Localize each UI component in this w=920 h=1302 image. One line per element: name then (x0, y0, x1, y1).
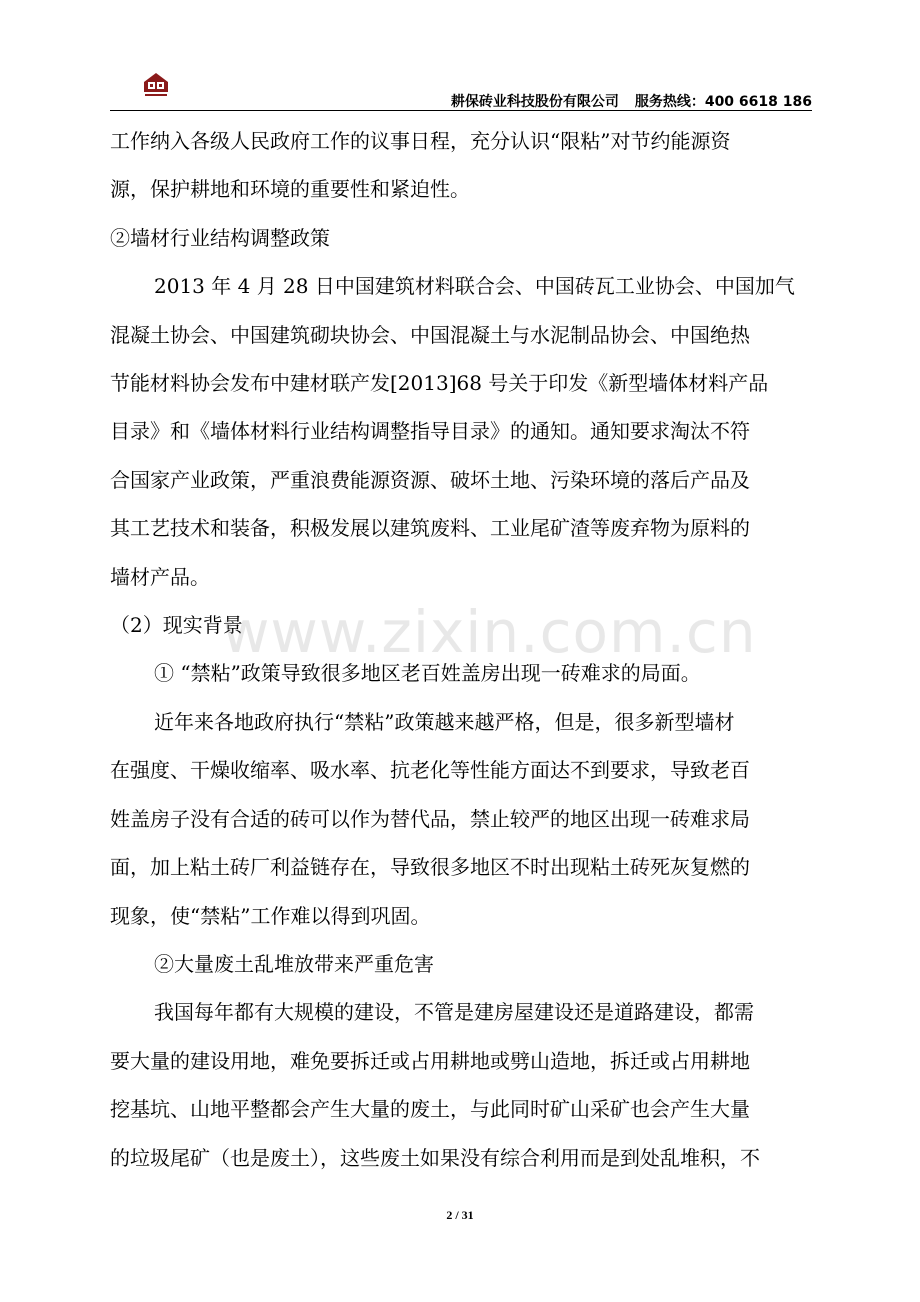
body-line: 要大量的建设用地，难免要拆迁或占用耕地或劈山造地，拆迁或占用耕地 (110, 1048, 750, 1073)
body-line: 近年来各地政府执行“禁粘”政策越来越严格，但是，很多新型墙材 (154, 709, 735, 734)
section-heading: ②大量废土乱堆放带来严重危害 (154, 951, 434, 976)
body-line: 我国每年都有大规模的建设，不管是建房屋建设还是道路建设，都需 (154, 1000, 754, 1025)
body-line: 节能材料协会发布中建材联产发[2013]68 号关于印发《新型墙体材料产品 (110, 371, 769, 396)
body-line: 面，加上粘土砖厂利益链存在，导致很多地区不时出现粘土砖死灰复燃的 (110, 855, 750, 880)
body-line: 混凝土协会、中国建筑砌块协会、中国混凝土与水泥制品协会、中国绝热 (110, 322, 750, 347)
body-line: 墙材产品。 (110, 564, 210, 589)
body-line: 2013 年 4 月 28 日中国建筑材料联合会、中国砖瓦工业协会、中国加气 (154, 274, 795, 299)
body-line: 的垃圾尾矿（也是废土），这些废土如果没有综合利用而是到处乱堆积，不 (110, 1145, 760, 1170)
header-company-name: 耕保砖业科技股份有限公司 (450, 94, 619, 110)
section-heading: ① “禁粘”政策导致很多地区老百姓盖房出现一砖难求的局面。 (154, 661, 701, 686)
header-hotline-number: 400 6618 186 (704, 94, 812, 110)
company-logo-icon (141, 70, 171, 100)
body-line: 现象，使“禁粘”工作难以得到巩固。 (110, 903, 431, 928)
body-line: 挖基坑、山地平整都会产生大量的废土，与此同时矿山采矿也会产生大量 (110, 1097, 750, 1122)
header-hotline-label: 服务热线： (634, 94, 705, 110)
page-number: 2 / 31 (446, 1208, 474, 1222)
body-line: 在强度、干燥收缩率、吸水率、抗老化等性能方面达不到要求，导致老百 (110, 758, 750, 783)
body-line: 源，保护耕地和环境的重要性和紧迫性。 (110, 177, 470, 202)
body-line: 工作纳入各级人民政府工作的议事日程，充分认识“限粘”对节约能源资 (110, 129, 731, 153)
header-divider (110, 110, 812, 111)
watermark: www.zixin.com.cn (222, 598, 757, 666)
page-header (451, 91, 812, 111)
section-heading: （2）现实背景 (110, 613, 243, 638)
body-line: 合国家产业政策，严重浪费能源资源、破坏土地、污染环境的落后产品及 (110, 467, 750, 492)
document-body (110, 117, 815, 1182)
body-line: 姓盖房子没有合适的砖可以作为替代品，禁止较严的地区出现一砖难求局 (110, 806, 750, 831)
body-line: 其工艺技术和装备，积极发展以建筑废料、工业尾矿渣等废弃物为原料的 (110, 516, 750, 541)
section-heading: ②墙材行业结构调整政策 (110, 225, 330, 250)
body-line: 目录》和《墙体材料行业结构调整指导目录》的通知。通知要求淘汰不符 (110, 419, 750, 444)
